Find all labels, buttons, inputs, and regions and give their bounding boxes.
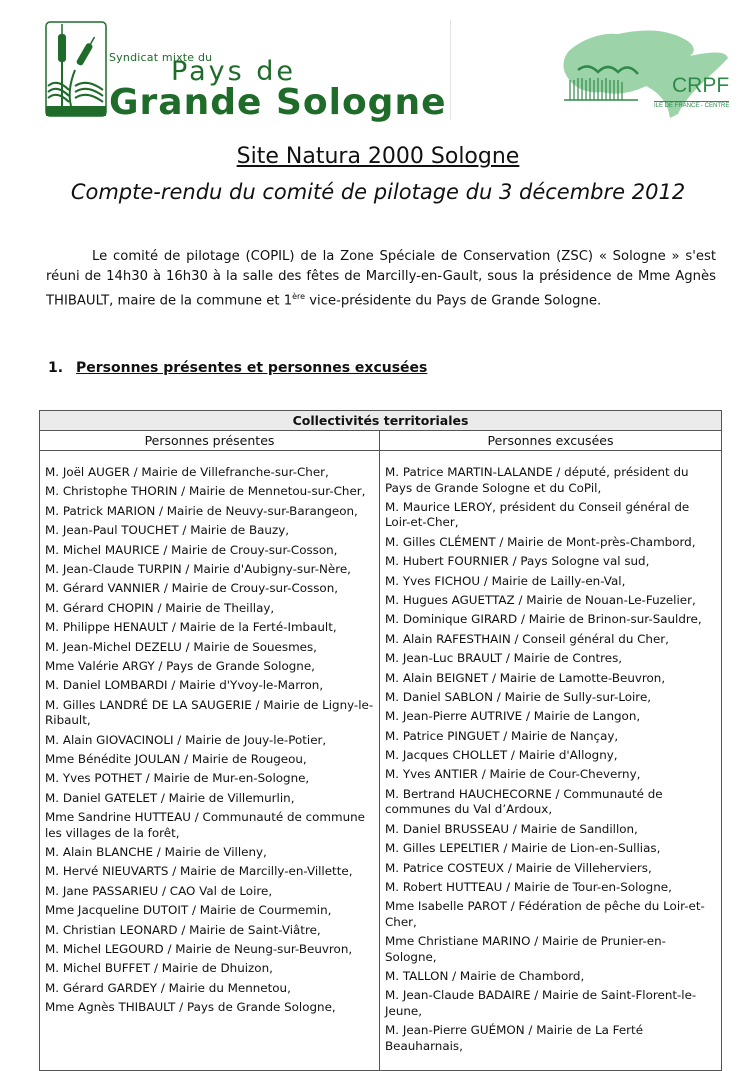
logo-pays-text: Pays de <box>171 56 296 87</box>
present-person-item: M. Michel BUFFET / Mairie de Dhuizon, <box>45 961 273 976</box>
column-header-excused: Personnes excusées <box>380 431 722 451</box>
present-person-item: M. Michel LEGOURD / Mairie de Neung-sur-Beuvron, <box>45 941 353 956</box>
excused-person-item: M. Daniel BRUSSEAU / Mairie de Sandillon, <box>385 821 638 836</box>
excused-person-item: M. Patrice COSTEUX / Mairie de Villeherviers, <box>385 860 652 875</box>
present-person-item: M. Yves POTHET / Mairie de Mur-en-Sologne, <box>45 771 310 786</box>
present-person-item: M. Gérard GARDEY / Mairie du Mennetou, <box>45 980 291 995</box>
present-person-item: M. Daniel GATELET / Mairie de Villemurlin, <box>45 790 295 805</box>
logo-grande-sologne-text: Grande Sologne <box>109 82 447 123</box>
excused-person-item: M. TALLON / Mairie de Chambord, <box>385 969 585 984</box>
present-person-item: M. Patrick MARION / Mairie de Neuvy-sur-Barangeon, <box>45 503 358 518</box>
intro-text-part2: vice-présidente du Pays de Grande Sologne. <box>305 293 602 309</box>
present-person-item: M. Michel MAURICE / Mairie de Crouy-sur-Cosson, <box>45 542 338 557</box>
section-title: Personnes présentes et personnes excusées <box>76 360 428 376</box>
excused-person-item: M. Patrice PINGUET / Mairie de Nançay, <box>385 728 619 743</box>
present-person-item: M. Joël AUGER / Mairie de Villefranche-sur-Cher, <box>45 465 329 479</box>
document-subtitle: Compte-rendu du comité de pilotage du 3 décembre 2012 <box>70 180 686 204</box>
present-person-item: Mme Bénédite JOULAN / Mairie de Rougeou, <box>45 751 307 766</box>
present-person-item: M. Christophe THORIN / Mairie de Mennetou-sur-Cher, <box>45 484 366 499</box>
column-header-present: Personnes présentes <box>40 431 380 451</box>
intro-superscript: ère <box>292 292 306 301</box>
present-person-item: Mme Sandrine HUTTEAU / Communauté de commune les villages de la forêt, <box>45 810 365 840</box>
present-person-item: M. Daniel LOMBARDI / Mairie d'Yvoy-le-Marron, <box>45 678 324 693</box>
excused-person-item: M. Alain BEIGNET / Mairie de Lamotte-Beuvron, <box>385 670 666 685</box>
present-person-item: M. Jean-Paul TOUCHET / Mairie de Bauzy, <box>45 523 290 538</box>
present-person-item: M. Gérard VANNIER / Mairie de Crouy-sur-Cosson, <box>45 581 339 596</box>
crpf-region: ILE DE FRANCE - CENTRE <box>654 103 730 109</box>
excused-person-item: M. Jean-Claude BADAIRE / Mairie de Saint-Florent-le-Jeune, <box>385 988 697 1018</box>
present-person-item: M. Alain BLANCHE / Mairie de Villeny, <box>45 845 267 860</box>
excused-person-item: Mme Christiane MARINO / Mairie de Prunier-en-Sologne, <box>385 934 666 964</box>
excused-person-item: M. Jean-Pierre GUÉMON / Mairie de La Ferté Beauharnais, <box>385 1023 644 1053</box>
section-number: 1. <box>48 360 64 376</box>
excused-person-item: M. Dominique GIRARD / Mairie de Brinon-sur-Sauldre, <box>385 612 702 627</box>
group-header: Collectivités territoriales <box>40 411 722 431</box>
excused-person-item: M. Yves FICHOU / Mairie de Lailly-en-Val, <box>385 573 626 588</box>
pays-grande-sologne-logo <box>45 20 451 123</box>
excused-person-item: M. Hugues AGUETTAZ / Mairie de Nouan-Le-Fuzelier, <box>385 592 696 607</box>
excused-cell <box>380 451 722 1071</box>
present-list <box>45 465 375 1016</box>
excused-person-item: M. Jean-Luc BRAULT / Mairie de Contres, <box>385 651 623 666</box>
present-person-item: Mme Agnès THIBAULT / Pays de Grande Sologne, <box>45 1000 336 1015</box>
present-person-item: M. Philippe HENAULT / Mairie de la Ferté-Imbault, <box>45 620 337 635</box>
present-person-item: M. Gilles LANDRÉ DE LA SAUGERIE / Mairie de Ligny-le-Ribault, <box>45 697 374 728</box>
cattail-emblem-icon <box>45 20 107 118</box>
present-person-item: M. Gérard CHOPIN / Mairie de Theillay, <box>45 600 275 615</box>
present-person-item: Mme Valérie ARGY / Pays de Grande Sologne, <box>45 658 315 673</box>
document-title: Site Natura 2000 Sologne <box>236 144 520 169</box>
excused-person-item: M. Yves ANTIER / Mairie de Cour-Cheverny, <box>385 767 641 782</box>
present-person-item: M. Jean-Claude TURPIN / Mairie d'Aubigny-sur-Nère, <box>45 561 351 576</box>
intro-paragraph <box>46 247 716 311</box>
present-person-item: M. Hervé NIEUVARTS / Mairie de Marcilly-en-Villette, <box>45 864 353 879</box>
excused-person-item: M. Maurice LEROY, président du Conseil général de Loir-et-Cher, <box>385 499 690 530</box>
excused-person-item: M. Gilles LEPELTIER / Mairie de Lion-en-Sullias, <box>385 841 661 856</box>
excused-person-item: Mme Isabelle PAROT / Fédération de pêche du Loir-et-Cher, <box>385 899 705 929</box>
excused-person-item: M. Bertrand HAUCHECORNE / Communauté de communes du Val d’Ardoux, <box>385 786 663 817</box>
present-person-item: Mme Jacqueline DUTOIT / Mairie de Courmemin, <box>45 903 332 918</box>
present-person-item: M. Christian LEONARD / Mairie de Saint-Viâtre, <box>45 922 321 937</box>
attendance-table <box>39 410 722 1071</box>
excused-person-item: M. Daniel SABLON / Mairie de Sully-sur-Loire, <box>385 689 652 704</box>
excused-person-item: M. Gilles CLÉMENT / Mairie de Mont-près-Chambord, <box>385 534 696 549</box>
excused-person-item: M. Alain RAFESTHAIN / Conseil général du Cher, <box>385 631 669 646</box>
logo-syndicat-text: Syndicat mixte du <box>109 51 213 64</box>
excused-person-item: M. Jacques CHOLLET / Mairie d'Allogny, <box>385 748 618 763</box>
present-person-item: M. Jane PASSARIEU / CAO Val de Loire, <box>45 883 273 898</box>
present-person-item: M. Jean-Michel DEZELU / Mairie de Souesmes, <box>45 639 317 654</box>
excused-person-item: M. Hubert FOURNIER / Pays Sologne val sud, <box>385 554 650 569</box>
excused-person-item: M. Jean-Pierre AUTRIVE / Mairie de Langon, <box>385 709 641 724</box>
excused-list <box>385 465 717 1054</box>
present-person-item: M. Alain GIOVACINOLI / Mairie de Jouy-le-Potier, <box>45 732 327 747</box>
intro-text-part1: Le comité de pilotage (COPIL) de la Zone Spéciale de Conservation (ZSC) « Sologne » s'est réuni de 14h30 à 16h30 à la salle des fêtes de Marcilly-en-Gault, sous la présidence de Mme Agnès THIBAULT, maire de la commune et 1 <box>46 249 716 309</box>
section-heading <box>48 360 427 376</box>
present-cell <box>40 451 380 1071</box>
excused-person-item: M. Patrice MARTIN-LALANDE / député, président du Pays de Grande Sologne et du CoPil, <box>385 465 689 495</box>
excused-person-item: M. Robert HUTTEAU / Mairie de Tour-en-Sologne, <box>385 879 672 894</box>
crpf-name: CRPF <box>672 74 730 97</box>
crpf-logo <box>558 22 734 122</box>
